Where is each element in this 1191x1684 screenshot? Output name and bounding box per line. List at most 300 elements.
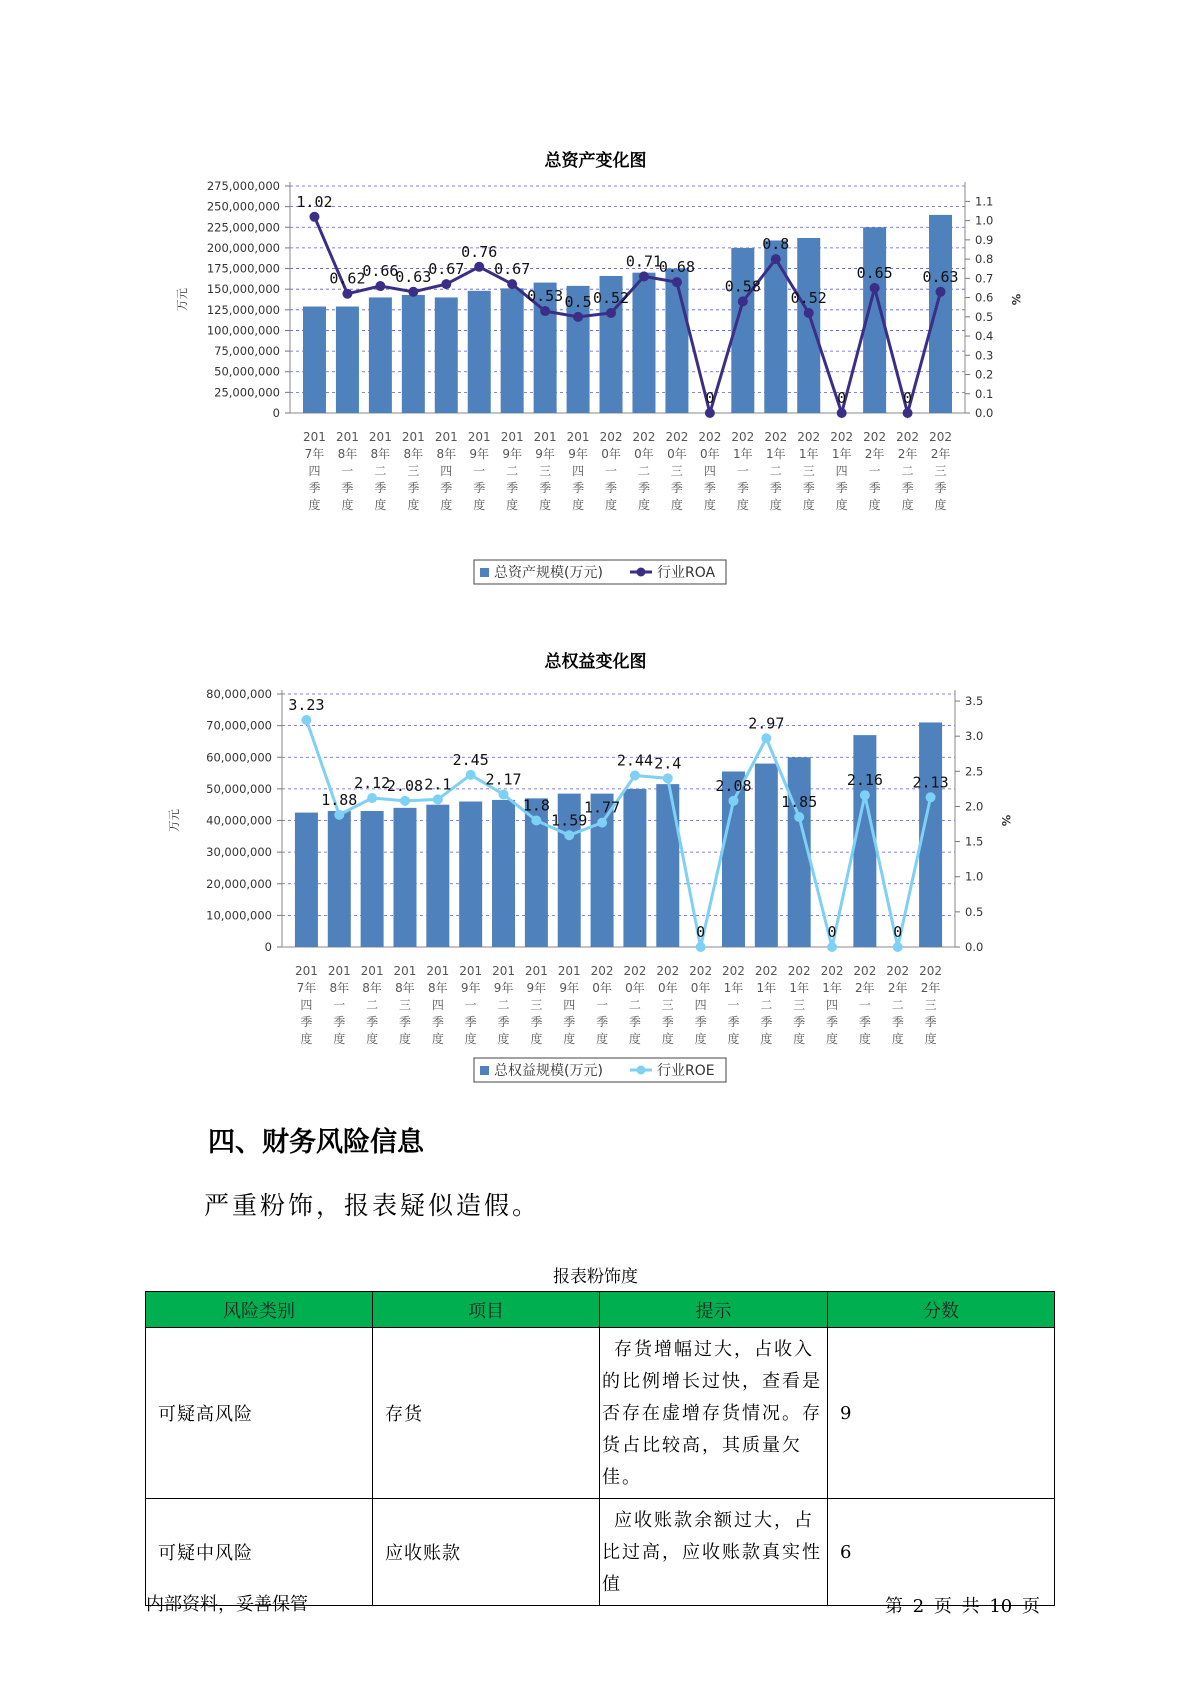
category-label: 9年 xyxy=(460,981,481,995)
category-label: 四 xyxy=(300,998,313,1012)
legend-bar-label: 总资产规模(万元) xyxy=(494,565,603,581)
data-label: 0.62 xyxy=(329,269,366,288)
data-label: 0.52 xyxy=(592,288,630,307)
category-label: 季 xyxy=(300,1015,313,1029)
bar xyxy=(468,291,491,413)
category-label: 1年 xyxy=(822,981,842,995)
y-tick-label: 50,000,000 xyxy=(206,781,272,796)
category-label: 7年 xyxy=(296,981,317,995)
y2-tick-label: 0.5 xyxy=(975,309,994,324)
category-label: 度 xyxy=(637,498,650,512)
category-label: 一 xyxy=(605,464,618,478)
legend-line-label: 行业ROA xyxy=(657,565,716,581)
series-point xyxy=(804,308,814,318)
y2-tick-label: 0.1 xyxy=(975,386,994,401)
category-label: 三 xyxy=(802,464,815,478)
category-label: 季 xyxy=(530,1015,543,1029)
bar xyxy=(426,805,449,947)
series-point xyxy=(564,830,574,840)
category-label: 7年 xyxy=(304,447,325,461)
header-risk-category: 风险类别 xyxy=(146,1292,373,1328)
data-label: 2.45 xyxy=(452,750,489,769)
category-label: 季 xyxy=(440,481,453,495)
series-point xyxy=(663,773,673,783)
category-label: 度 xyxy=(826,1032,839,1046)
y-tick-label: 150,000,000 xyxy=(206,282,280,297)
series-point xyxy=(936,287,946,297)
legend-bar-swatch xyxy=(480,568,489,577)
category-label: 一 xyxy=(464,998,477,1012)
category-label: 二 xyxy=(769,464,782,478)
category-label: 季 xyxy=(473,481,486,495)
category-label: 四 xyxy=(703,464,716,478)
series-point xyxy=(309,212,319,222)
category-label: 季 xyxy=(407,481,420,495)
risk-category-cell: 可疑中风险 xyxy=(146,1499,373,1606)
category-label: 二 xyxy=(374,464,387,478)
data-label: 2.17 xyxy=(485,770,522,789)
bar xyxy=(591,794,614,947)
y2-tick-label: 0.0 xyxy=(965,940,984,954)
category-label: 度 xyxy=(398,1032,411,1046)
series-point xyxy=(540,306,550,316)
category-label: 一 xyxy=(333,998,346,1012)
header-item: 项目 xyxy=(373,1292,600,1328)
category-label: 一 xyxy=(341,464,354,478)
table-row xyxy=(146,1328,1055,1499)
category-label: 201 xyxy=(393,964,417,978)
y-tick-label: 75,000,000 xyxy=(214,344,280,359)
category-label: 一 xyxy=(473,464,486,478)
category-label: 度 xyxy=(506,498,519,512)
series-point xyxy=(441,279,451,289)
category-label: 二 xyxy=(366,998,379,1012)
category-label: 度 xyxy=(802,498,815,512)
category-label: 三 xyxy=(924,998,937,1012)
series-point xyxy=(408,287,418,297)
category-label: 度 xyxy=(473,498,486,512)
bar xyxy=(303,307,326,413)
data-label: 2.16 xyxy=(846,771,883,790)
series-point xyxy=(696,942,706,952)
category-label: 202 xyxy=(590,964,614,978)
category-label: 度 xyxy=(440,498,453,512)
category-label: 0年 xyxy=(690,981,711,995)
category-label: 度 xyxy=(407,498,420,512)
chart-title-equity: 总权益变化图 xyxy=(544,652,647,672)
category-label: 三 xyxy=(793,998,806,1012)
footer-page-number: 第 2 页 共 10 页 xyxy=(885,1596,1040,1617)
data-label: 2.08 xyxy=(386,776,424,795)
data-label: 2.08 xyxy=(715,776,752,795)
bar xyxy=(501,288,524,413)
data-label: 0 xyxy=(705,389,715,407)
series-point xyxy=(705,408,715,418)
category-label: 2年 xyxy=(887,981,908,995)
series-point xyxy=(827,942,837,952)
data-label: 2.97 xyxy=(748,714,785,733)
category-label: 202 xyxy=(656,964,680,978)
y2-tick-label: 0.6 xyxy=(975,290,994,305)
category-label: 季 xyxy=(506,481,519,495)
category-label: 0年 xyxy=(667,447,687,461)
y-tick-label: 275,000,000 xyxy=(206,179,280,193)
category-label: 四 xyxy=(440,464,453,478)
category-label: 202 xyxy=(764,430,788,444)
category-label: 8年 xyxy=(395,981,415,995)
category-label: 季 xyxy=(858,1015,871,1029)
data-label: 2.12 xyxy=(354,774,391,793)
category-label: 季 xyxy=(572,481,585,495)
category-label: 度 xyxy=(341,498,354,512)
category-label: 201 xyxy=(434,430,458,444)
y-tick-label: 200,000,000 xyxy=(206,240,280,255)
y2-tick-label: 3.5 xyxy=(965,694,984,709)
category-label: 季 xyxy=(333,1015,346,1029)
y-axis-title: 万元 xyxy=(175,288,189,311)
footer-confidential-note: 内部资料，妥善保管 xyxy=(146,1594,308,1615)
total-equity-chart xyxy=(0,670,1191,1110)
category-label: 四 xyxy=(826,998,839,1012)
category-label: 季 xyxy=(868,481,881,495)
category-label: 度 xyxy=(769,498,782,512)
data-label: 2.1 xyxy=(424,775,452,794)
bar xyxy=(402,295,425,413)
y2-tick-label: 1.0 xyxy=(975,213,994,228)
category-label: 202 xyxy=(623,964,647,978)
data-label: 0.71 xyxy=(625,252,663,271)
category-label: 202 xyxy=(820,964,844,978)
bar xyxy=(764,240,787,413)
y-tick-label: 175,000,000 xyxy=(206,261,280,276)
y-tick-label: 250,000,000 xyxy=(206,199,280,214)
bar xyxy=(665,269,688,413)
series-point xyxy=(837,408,847,418)
data-label: 0.8 xyxy=(762,235,790,254)
category-label: 202 xyxy=(863,430,887,444)
category-label: 8年 xyxy=(403,447,424,461)
category-label: 度 xyxy=(868,498,881,512)
series-point xyxy=(474,262,484,272)
y2-tick-label: 1.1 xyxy=(975,194,994,209)
category-label: 一 xyxy=(868,464,881,478)
hint-cell: 应收账款余额过大，占比过高，应收账款真实性值 xyxy=(600,1499,828,1606)
section-heading: 四、财务风险信息 xyxy=(208,1127,424,1158)
category-label: 度 xyxy=(934,498,947,512)
series-point xyxy=(499,789,509,799)
total-assets-chart xyxy=(0,170,1191,610)
category-label: 9年 xyxy=(526,981,547,995)
category-label: 度 xyxy=(703,498,716,512)
category-label: 202 xyxy=(665,430,689,444)
category-label: 9年 xyxy=(559,981,580,995)
data-label: 0 xyxy=(903,389,913,407)
series-point xyxy=(367,793,377,803)
series-point xyxy=(926,792,936,802)
category-label: 季 xyxy=(308,481,321,495)
category-label: 三 xyxy=(407,464,420,478)
bar xyxy=(656,784,679,947)
category-label: 二 xyxy=(760,998,773,1012)
category-label: 季 xyxy=(637,481,650,495)
series-point xyxy=(606,308,616,318)
series-point xyxy=(342,289,352,299)
category-label: 度 xyxy=(300,1032,313,1046)
category-label: 201 xyxy=(467,430,491,444)
category-label: 0年 xyxy=(700,447,720,461)
category-label: 三 xyxy=(670,464,683,478)
category-label: 202 xyxy=(599,430,623,444)
y2-tick-label: 0.7 xyxy=(975,271,994,286)
category-label: 季 xyxy=(374,481,387,495)
category-label: 202 xyxy=(787,964,811,978)
category-label: 季 xyxy=(431,1015,444,1029)
data-label: 0 xyxy=(893,923,903,941)
category-label: 201 xyxy=(500,430,524,444)
data-label: 1.88 xyxy=(321,790,358,809)
y2-tick-label: 0.9 xyxy=(975,232,994,247)
category-label: 2年 xyxy=(897,447,918,461)
category-label: 度 xyxy=(374,498,387,512)
y2-tick-label: 0.2 xyxy=(975,367,994,382)
category-label: 1年 xyxy=(756,981,777,995)
category-label: 9年 xyxy=(493,981,514,995)
category-label: 度 xyxy=(308,498,321,512)
data-label: 0 xyxy=(837,389,847,407)
category-label: 1年 xyxy=(733,447,753,461)
category-label: 季 xyxy=(694,1015,707,1029)
y2-tick-label: 1.0 xyxy=(965,869,984,884)
data-label: 2.44 xyxy=(616,751,653,770)
y-tick-label: 50,000,000 xyxy=(214,364,280,379)
data-label: 0.63 xyxy=(922,267,959,286)
category-label: 8年 xyxy=(428,981,448,995)
bar xyxy=(459,802,482,947)
category-label: 201 xyxy=(360,964,384,978)
category-label: 季 xyxy=(539,481,552,495)
category-label: 季 xyxy=(670,481,683,495)
data-label: 1.8 xyxy=(522,796,550,815)
category-label: 度 xyxy=(661,1032,674,1046)
category-label: 一 xyxy=(736,464,749,478)
section-text: 严重粉饰，报表疑似造假。 xyxy=(204,1191,541,1220)
category-label: 季 xyxy=(769,481,782,495)
y2-tick-label: 1.5 xyxy=(965,834,984,849)
category-label: 四 xyxy=(563,998,576,1012)
category-label: 202 xyxy=(722,964,745,978)
category-label: 度 xyxy=(891,1032,904,1046)
category-label: 9年 xyxy=(568,447,588,461)
category-label: 202 xyxy=(919,964,943,978)
category-label: 1年 xyxy=(723,981,744,995)
category-label: 202 xyxy=(754,964,778,978)
category-label: 季 xyxy=(563,1015,576,1029)
risk-category-cell: 可疑高风险 xyxy=(146,1328,373,1499)
legend-line-marker xyxy=(637,1066,646,1075)
category-label: 0年 xyxy=(625,981,645,995)
y-tick-label: 20,000,000 xyxy=(206,876,272,891)
category-label: 2年 xyxy=(930,447,951,461)
category-label: 度 xyxy=(858,1032,871,1046)
data-label: 0.65 xyxy=(856,263,893,282)
category-label: 季 xyxy=(398,1015,411,1029)
data-label: 1.85 xyxy=(781,792,818,811)
category-label: 8年 xyxy=(436,447,457,461)
data-label: 3.23 xyxy=(288,696,325,715)
category-label: 201 xyxy=(459,964,483,978)
category-label: 度 xyxy=(464,1032,477,1046)
y2-tick-label: 0.3 xyxy=(975,348,994,363)
category-label: 0年 xyxy=(592,981,612,995)
category-label: 度 xyxy=(924,1032,937,1046)
category-label: 201 xyxy=(566,430,590,444)
category-label: 9年 xyxy=(469,447,490,461)
category-label: 8年 xyxy=(337,447,358,461)
category-label: 8年 xyxy=(362,981,382,995)
series-point xyxy=(771,254,781,264)
category-label: 度 xyxy=(628,1032,641,1046)
category-label: 三 xyxy=(398,998,411,1012)
data-label: 0.52 xyxy=(790,288,827,307)
data-label: 0.53 xyxy=(527,287,564,306)
category-label: 季 xyxy=(497,1015,510,1029)
category-label: 三 xyxy=(530,998,543,1012)
y-tick-label: 0 xyxy=(272,406,280,420)
data-label: 1.59 xyxy=(551,811,588,830)
series-point xyxy=(903,408,913,418)
series-point xyxy=(738,296,748,306)
category-label: 201 xyxy=(294,964,318,978)
y2-tick-label: 0.0 xyxy=(975,406,994,420)
category-label: 201 xyxy=(524,964,548,978)
data-label: 0 xyxy=(696,923,706,941)
category-label: 8年 xyxy=(329,981,350,995)
series-point xyxy=(893,942,903,952)
category-label: 1年 xyxy=(831,447,852,461)
category-label: 0年 xyxy=(601,447,621,461)
category-label: 季 xyxy=(341,481,354,495)
header-hint: 提示 xyxy=(600,1292,828,1328)
category-label: 202 xyxy=(632,430,656,444)
y-tick-label: 80,000,000 xyxy=(206,687,272,701)
chart-title-assets: 总资产变化图 xyxy=(544,151,647,171)
category-label: 9年 xyxy=(502,447,522,461)
category-label: 季 xyxy=(596,1015,609,1029)
bar xyxy=(492,800,515,947)
category-label: 季 xyxy=(727,1015,740,1029)
y2-tick-label: 0.4 xyxy=(975,329,994,344)
category-label: 度 xyxy=(596,1032,609,1046)
data-label: 0.5 xyxy=(564,292,592,311)
category-label: 202 xyxy=(886,964,910,978)
y-tick-label: 70,000,000 xyxy=(206,718,272,733)
category-label: 季 xyxy=(901,481,914,495)
category-label: 四 xyxy=(308,464,321,478)
category-label: 202 xyxy=(797,430,821,444)
y2-tick-label: 2.5 xyxy=(965,764,984,779)
series-point xyxy=(334,810,344,820)
category-label: 季 xyxy=(835,481,848,495)
y-tick-label: 10,000,000 xyxy=(206,908,272,923)
category-label: 度 xyxy=(835,498,848,512)
score-cell: 6 xyxy=(828,1499,1055,1606)
legend-line-label: 行业ROE xyxy=(657,1063,715,1079)
series-point xyxy=(672,277,682,287)
category-label: 一 xyxy=(727,998,740,1012)
category-label: 二 xyxy=(497,998,510,1012)
category-label: 201 xyxy=(335,430,359,444)
y-tick-label: 40,000,000 xyxy=(206,813,272,828)
category-label: 季 xyxy=(661,1015,674,1029)
category-label: 0年 xyxy=(634,447,654,461)
risk-table xyxy=(145,1291,1055,1606)
category-label: 季 xyxy=(802,481,815,495)
bar xyxy=(435,297,458,413)
category-label: 季 xyxy=(464,1015,477,1029)
y-tick-label: 225,000,000 xyxy=(206,220,280,235)
item-cell: 存货 xyxy=(373,1328,600,1499)
y-tick-label: 30,000,000 xyxy=(206,845,272,860)
category-label: 季 xyxy=(760,1015,773,1029)
bar xyxy=(853,735,876,947)
category-label: 季 xyxy=(793,1015,806,1029)
legend-bar-swatch xyxy=(480,1066,489,1075)
category-label: 201 xyxy=(327,964,351,978)
data-label: 0.66 xyxy=(362,262,399,281)
series-point xyxy=(375,281,385,291)
category-label: 202 xyxy=(830,430,854,444)
hint-cell: 存货增幅过大，占收入的比例增长过快，查看是否存在虚增存货情况。存货占比较高，其质量欠佳。 xyxy=(600,1328,828,1499)
series-point xyxy=(531,816,541,826)
series-point xyxy=(761,733,771,743)
category-label: 201 xyxy=(492,964,515,978)
data-label: 2.13 xyxy=(912,773,949,792)
data-label: 0.58 xyxy=(724,277,761,296)
bar xyxy=(328,811,351,947)
category-label: 度 xyxy=(793,1032,806,1046)
category-label: 201 xyxy=(557,964,581,978)
y2-tick-label: 0.8 xyxy=(975,252,994,267)
y2-tick-label: 0.5 xyxy=(965,904,984,919)
category-label: 二 xyxy=(628,998,641,1012)
category-label: 202 xyxy=(698,430,722,444)
bar xyxy=(361,811,384,947)
category-label: 度 xyxy=(736,498,749,512)
y-axis-title: 万元 xyxy=(167,809,181,832)
legend-line-marker xyxy=(637,568,646,577)
category-label: 9年 xyxy=(535,447,555,461)
bar xyxy=(295,813,318,947)
category-label: 四 xyxy=(694,998,707,1012)
category-label: 度 xyxy=(530,1032,543,1046)
category-label: 度 xyxy=(431,1032,444,1046)
category-label: 四 xyxy=(431,998,444,1012)
y2-tick-label: 2.0 xyxy=(965,799,984,814)
category-label: 季 xyxy=(736,481,749,495)
category-label: 202 xyxy=(929,430,952,444)
category-label: 季 xyxy=(605,481,618,495)
data-label: 0.67 xyxy=(428,260,465,279)
legend-bar-label: 总权益规模(万元) xyxy=(494,1063,603,1079)
category-label: 202 xyxy=(689,964,713,978)
y-tick-label: 125,000,000 xyxy=(206,302,280,317)
category-label: 二 xyxy=(506,464,519,478)
series-point xyxy=(870,283,880,293)
category-label: 三 xyxy=(661,998,674,1012)
category-label: 2年 xyxy=(920,981,941,995)
table-header-row xyxy=(146,1292,1055,1328)
category-label: 三 xyxy=(539,464,552,478)
